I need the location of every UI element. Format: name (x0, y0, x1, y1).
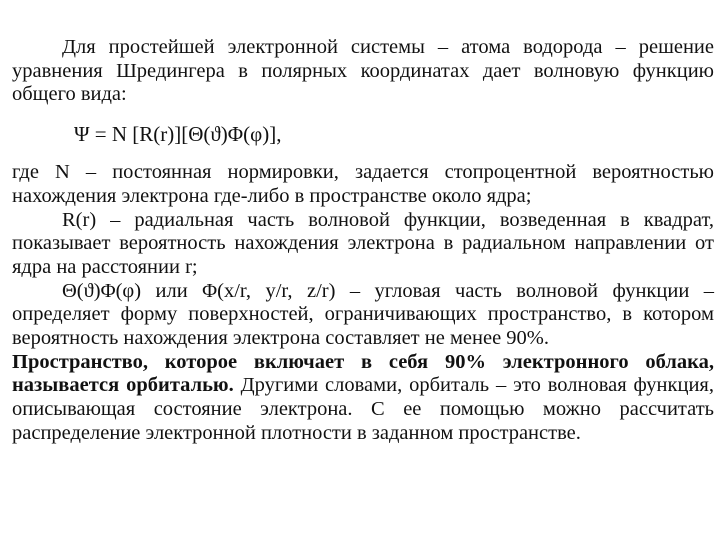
document-page (12, 36, 714, 446)
orbital-definition-bold: Пространство, которое включает в себя 90% электронного облака, называется орбиталью. (12, 350, 714, 397)
orbital-explanation: Другими словами, орбиталь – это волновая функция, описывающая состояние электрона. С ее помощью можно рассчитать распределение электронной плотности в заданном пространстве. (12, 374, 714, 444)
radial-part-paragraph: R(r) – радиальная часть волновой функции, возведенная в квадрат, показывает вероятность нахождения электрона в радиальном направлении от ядра на расстоянии r; (12, 208, 714, 278)
orbital-paragraph (12, 351, 714, 446)
normalization-paragraph: где N – постоянная нормировки, задается стопроцентной вероятностью нахождения электрона где-либо в пространстве около ядра; (12, 161, 714, 207)
angular-part-paragraph: Θ(ϑ)Φ(φ) или Φ(x/r, y/r, z/r) – угловая часть волновой функции – определяет форму поверхностей, ограничивающих пространство, в котором вероятность нахождения электрона составляет не менее 90%. (12, 279, 714, 350)
wave-function-formula: Ψ = N [R(r)][Θ(ϑ)Φ(φ)], (74, 122, 282, 147)
intro-paragraph: Для простейшей электронной системы – атома водорода – решение уравнения Шредингера в полярных координатах дает волновую функцию общего вида: (12, 36, 714, 106)
